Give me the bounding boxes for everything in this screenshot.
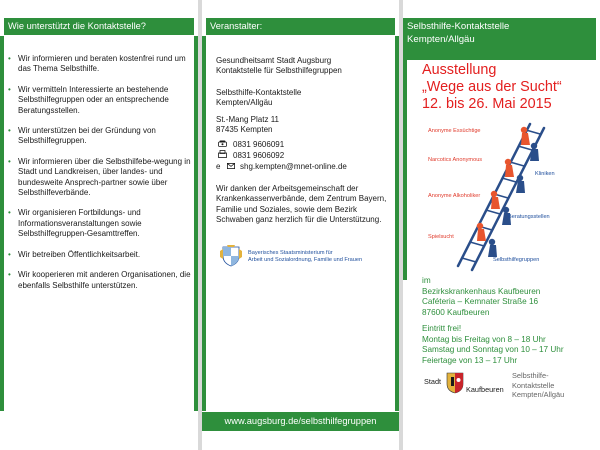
entry-line: Montag bis Freitag von 8 – 18 Uhr xyxy=(422,334,546,344)
list-item: • Wir informieren und beraten kostenfrei rund um das Thema Selbsthilfe. xyxy=(8,54,192,75)
org-name: Selbsthilfe-Kontaktstelle xyxy=(216,88,302,97)
website-link[interactable]: www.augsburg.de/selbsthilfegruppen xyxy=(202,412,399,431)
mail-icon xyxy=(227,162,235,172)
ladder-label: Anonyme Alkoholiker xyxy=(428,193,481,199)
panel1-header: Wie unterstützt die Kontaktstelle? xyxy=(4,18,194,35)
green-border-left xyxy=(0,36,4,411)
logo-stadt-text: Stadt xyxy=(424,377,442,386)
org-name: Gesundheitsamt Stadt Augsburg xyxy=(216,56,332,65)
panel-kontaktstelle xyxy=(0,0,198,450)
panel3-header xyxy=(403,18,596,60)
ministry-line: Arbeit und Sozialordnung, Familie und Frauen xyxy=(248,257,363,264)
title-line: 12. bis 26. Mai 2015 xyxy=(422,96,552,112)
org-subname: Kontaktstelle für Selbsthilfegruppen xyxy=(216,66,342,76)
org-subname: Kempten/Allgäu xyxy=(216,98,273,108)
ladder-label: Beratungsstellen xyxy=(508,214,550,220)
venue-line: 87600 Kaufbeuren xyxy=(422,307,490,317)
logo-city-text: Kaufbeuren xyxy=(466,385,504,394)
entry-line: Eintritt frei! xyxy=(422,324,462,333)
opening-hours xyxy=(422,324,564,366)
phone-row xyxy=(216,140,347,150)
ladder-label: Narcotics Anonymous xyxy=(428,157,483,163)
climbing-figures xyxy=(477,127,539,257)
address-street: St.-Mang Platz 11 xyxy=(216,115,279,124)
title-line: Ausstellung xyxy=(422,62,497,78)
ladder-label: Spielsucht xyxy=(428,234,454,240)
title-line: „Wege aus der Sucht“ xyxy=(422,79,562,95)
support-list xyxy=(8,54,192,301)
entry-line: Samstag und Sonntag von 10 – 17 Uhr xyxy=(422,345,564,354)
panel-veranstalter xyxy=(202,0,399,450)
list-item: • Wir vermitteln Interessierte an bestehende Selbsthilfegruppen oder an entsprechende Beratungsstellen. xyxy=(8,85,192,116)
header-line: Kempten/Allgäu xyxy=(407,33,475,45)
ministry-name xyxy=(248,250,362,264)
ladder-label: Selbsthilfegruppen xyxy=(493,257,540,263)
green-border-right xyxy=(194,36,198,411)
venue-line: Caféteria – Kemnater Straße 16 xyxy=(422,297,539,306)
venue-block xyxy=(422,276,540,318)
bavaria-coat-of-arms-icon xyxy=(218,245,244,267)
logo-line: Kontaktstelle xyxy=(512,380,555,390)
entry-line: Feiertage von 13 – 17 Uhr xyxy=(422,355,518,365)
address-city: 87435 Kempten xyxy=(216,125,273,135)
contact-block xyxy=(216,140,347,172)
kaufbeuren-logo xyxy=(424,377,441,386)
organizer-augsburg xyxy=(216,56,342,77)
ministry-line: Bayerisches Staatsministerium für xyxy=(248,250,333,256)
ladder-label: Kliniken xyxy=(535,171,555,177)
kontaktstelle-logo-text xyxy=(512,371,564,400)
green-border-left xyxy=(202,36,206,411)
list-item: • Wir informieren über die Selbsthilfebe-wegung in Stadt und Landkreisen, über landes- und bundesweite Ansprech-partner sowie über Selbsthilfeverbände. xyxy=(8,157,192,199)
fax-row xyxy=(216,150,347,161)
thanks-text: Wir danken der Arbeitsgemeinschaft der Krankenkassenverbände, dem Zentrum Bayern, Familie und Soziales, sowie dem Bezirk Schwaben ganz herzlich für die Unterstützung. xyxy=(216,184,387,225)
exhibition-title xyxy=(422,62,562,113)
email-address[interactable]: shg.kempten@mnet-online.de xyxy=(240,161,347,171)
list-item: • Wir unterstützen bei der Gründung von Selbsthilfegruppen. xyxy=(8,126,192,147)
header-line: Selbsthilfe-Kontaktstelle xyxy=(407,21,510,32)
list-item: • Wir organisieren Fortbildungs- und Informationsveranstaltungen sowie Selbsthilfegruppen-Gesamttreffen. xyxy=(8,208,192,239)
green-border-left xyxy=(403,60,407,280)
email-row xyxy=(216,162,347,172)
venue-line: Bezirkskrankenhaus Kaufbeuren xyxy=(422,286,541,296)
kaufbeuren-crest-icon xyxy=(446,372,464,394)
organizer-kempten xyxy=(216,88,301,109)
green-border-right xyxy=(395,36,399,411)
logo-line: Kempten/Allgäu xyxy=(512,390,565,400)
fax-icon xyxy=(216,150,228,161)
venue-line: im xyxy=(422,276,431,285)
panel2-header: Veranstalter: xyxy=(206,18,395,35)
list-item: • Wir betreiben Öffentlichkeitsarbeit. xyxy=(8,250,192,260)
address xyxy=(216,115,279,136)
logo-line: Selbsthilfe- xyxy=(512,371,549,380)
list-item: • Wir kooperieren mit anderen Organisationen, die ebenfalls Selbsthilfe unterstützen. xyxy=(8,270,192,291)
email-label: e xyxy=(216,161,221,171)
phone-icon xyxy=(216,140,228,150)
ladder-label: Anonyme Essüchtige xyxy=(428,128,481,134)
fax-number: 0831 9606092 xyxy=(233,150,285,160)
phone-number: 0831 9606091 xyxy=(233,140,285,149)
